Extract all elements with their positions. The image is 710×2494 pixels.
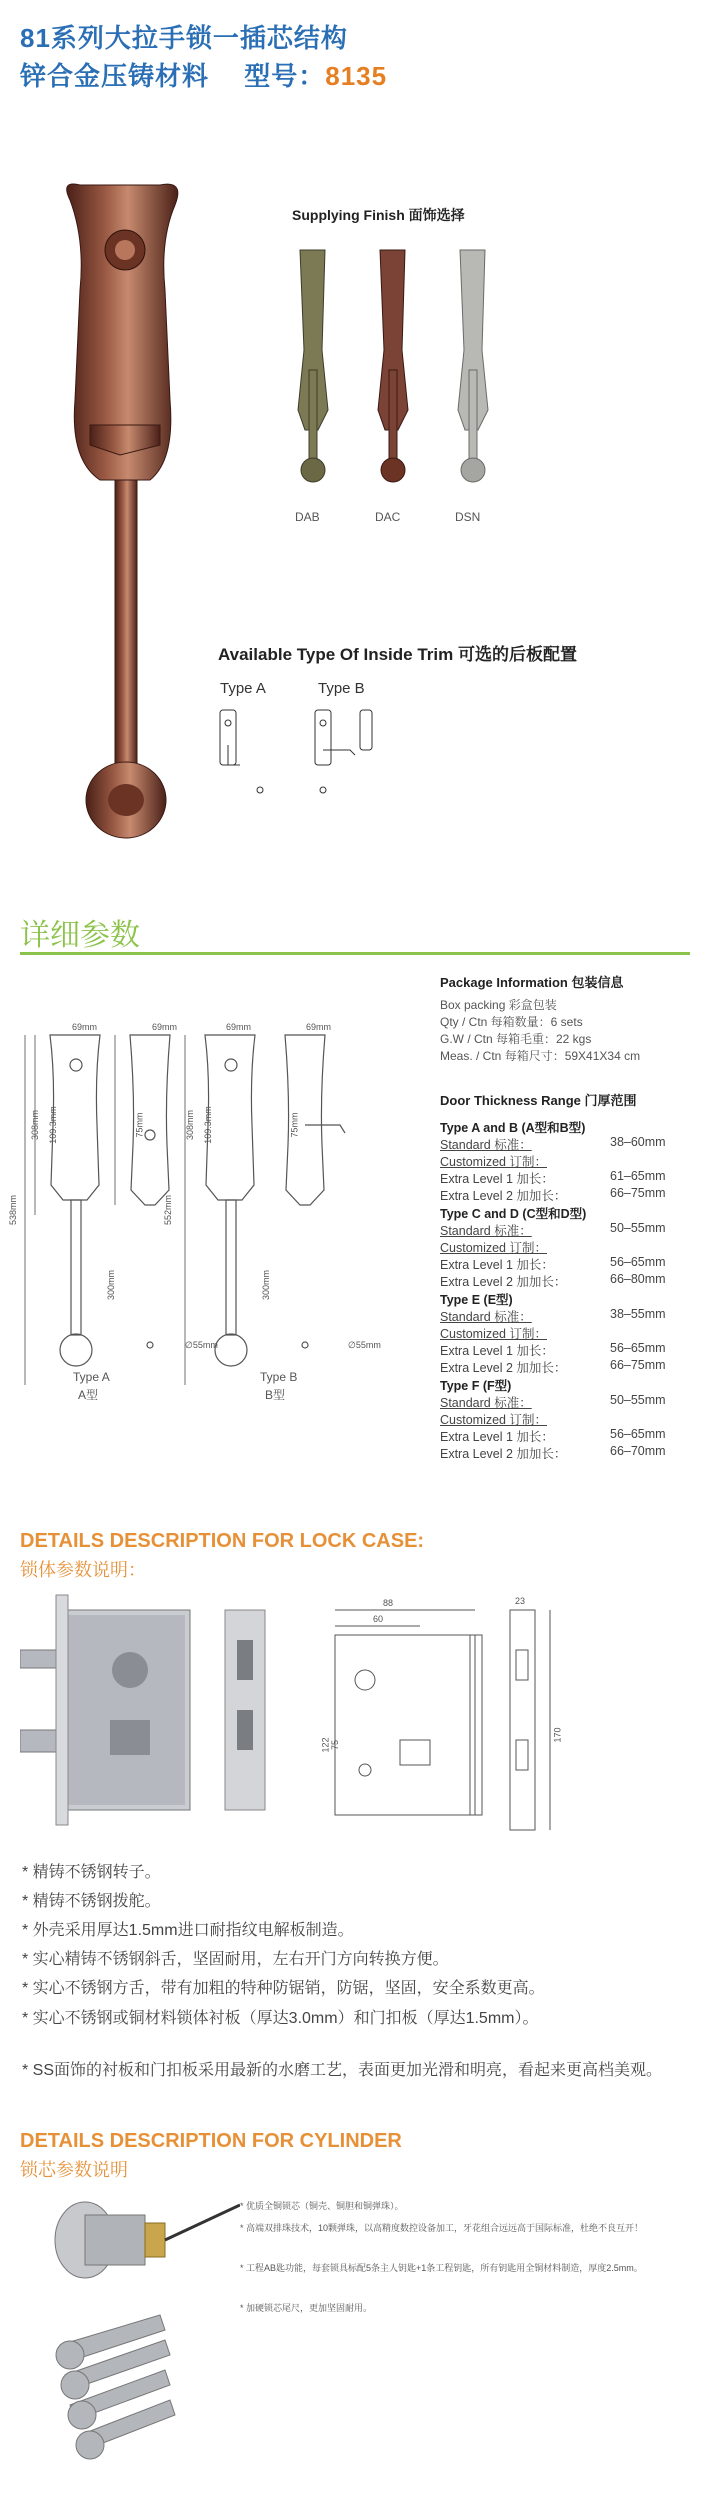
door-thickness-value: 61–65mm <box>610 1169 666 1183</box>
lock-case-drawing <box>335 1610 482 1815</box>
dim-total-a: 538mm <box>8 1194 19 1226</box>
drawing-type-b-cn: B型 <box>265 1388 286 1402</box>
dim-width-b: 69mm <box>226 1022 252 1032</box>
package-title: Package Information 包装信息 <box>440 975 624 990</box>
package-line: Qty / Ctn 每箱数量：6 sets <box>440 1015 583 1029</box>
door-thickness-label: Extra Level 2 加加长： <box>440 1189 567 1203</box>
lock-case-bullet: * 精铸不锈钢拨舵。 <box>22 1893 161 1910</box>
door-thickness-value: 66–75mm <box>610 1358 666 1372</box>
lock-case-images <box>20 1590 700 1840</box>
drawing-type-a-cn: A型 <box>78 1388 99 1402</box>
lock-case-bullet: * SS面饰的衬板和门扣板采用最新的水磨工艺，表面更加光滑和明亮，看起来更高档美观。 <box>22 2062 663 2079</box>
dim-lock-w-inner: 60 <box>373 1614 384 1624</box>
dim-spacing-a: 109.3mm <box>47 1106 58 1144</box>
door-thickness-row <box>440 1186 666 1204</box>
finish-code-dab: DAB <box>295 510 320 524</box>
drawing-type-b-label: Type B <box>260 1370 298 1384</box>
door-thickness-label: Extra Level 1 加长： <box>440 1430 554 1444</box>
door-thickness-row <box>440 1393 666 1411</box>
dim-lock-h1: 122 <box>320 1737 331 1753</box>
door-thickness-row <box>440 1358 666 1376</box>
trim-type-b-diagram <box>315 710 372 793</box>
door-thickness-row <box>440 1444 666 1462</box>
title-material: 锌合金压铸材料 型号： <box>20 61 326 91</box>
dim-upper-b: 308mm <box>185 1109 196 1141</box>
door-thickness-value: 66–80mm <box>610 1272 666 1286</box>
dim-lower-a: 300mm <box>106 1269 117 1301</box>
trim-type-a-label: Type A <box>220 680 266 697</box>
cylinder-image <box>40 2185 240 2485</box>
package-line: G.W / Ctn 每箱毛重：22 kgs <box>440 1032 592 1046</box>
door-thickness-label: Customized 订制： <box>440 1241 547 1255</box>
title-line-2 <box>20 56 387 93</box>
dim-inside-b: 75mm <box>289 1112 300 1138</box>
dim-total-b: 552mm <box>163 1194 174 1226</box>
lock-case-subtitle: 锁体参数说明： <box>20 1560 146 1580</box>
door-thickness-row <box>440 1255 666 1273</box>
model-number: 8135 <box>325 61 388 91</box>
dim-lock-w-outer: 88 <box>383 1598 394 1608</box>
door-thickness-row <box>440 1135 666 1153</box>
title-line-1: 81系列大拉手锁一插芯结构 <box>20 23 348 53</box>
door-thickness-value: 50–55mm <box>610 1393 666 1407</box>
door-thickness-label: Extra Level 1 加长： <box>440 1172 554 1186</box>
cylinder-title: DETAILS DESCRIPTION FOR CYLINDER <box>20 2130 402 2152</box>
cylinder-note: * 优质全铜锁芯（铜壳、铜胆和铜弹珠）。 <box>240 2201 404 2211</box>
door-thickness-row <box>440 1427 666 1445</box>
door-thickness-row <box>440 1272 666 1290</box>
finish-swatches <box>280 240 520 500</box>
dim-inside-a: 75mm <box>134 1112 145 1138</box>
drawing-type-a-label: Type A <box>73 1370 110 1384</box>
door-thickness-row <box>440 1324 547 1342</box>
details-divider <box>20 952 690 955</box>
door-thickness-label: Customized 订制： <box>440 1413 547 1427</box>
trim-title: Available Type Of Inside Trim 可选的后板配置 <box>218 645 577 664</box>
lock-case-bullet: * 实心不锈钢或铜材料锁体衬板（厚达3.0mm）和门扣板（厚达1.5mm）。 <box>22 2010 539 2027</box>
dim-lower-b: 300mm <box>261 1269 272 1301</box>
door-thickness-group-heading: Type E (E型) <box>440 1293 513 1307</box>
lock-case-bullet: * 实心精铸不锈钢斜舌，坚固耐用，左右开门方向转换方便。 <box>22 1951 449 1968</box>
door-thickness-value: 56–65mm <box>610 1341 666 1355</box>
dim-faceplate-w: 23 <box>515 1596 526 1606</box>
cylinder-note: * 加硬锁芯尾尺，更加坚固耐用。 <box>240 2303 373 2313</box>
cylinder-note: * 高端双排珠技术，10颗弹珠，以高精度数控设备加工，牙花组合远远高于国际标准，杜绝不良互开！ <box>240 2223 644 2233</box>
door-thickness-row <box>440 1152 547 1170</box>
door-thickness-row <box>440 1341 666 1359</box>
finish-code-dsn: DSN <box>455 510 481 524</box>
dim-width-a: 69mm <box>72 1022 98 1032</box>
trim-diagrams <box>210 705 410 805</box>
lock-case-photo <box>20 1595 190 1825</box>
door-thickness-group-heading: Type F (F型) <box>440 1379 512 1393</box>
door-thickness-value: 50–55mm <box>610 1221 666 1235</box>
door-thickness-label: Extra Level 1 加长： <box>440 1258 554 1272</box>
lock-case-title: DETAILS DESCRIPTION FOR LOCK CASE: <box>20 1530 425 1552</box>
door-thickness-row <box>440 1238 547 1256</box>
door-thickness-label: Standard 标准： <box>440 1310 532 1324</box>
finish-dac-image <box>378 250 408 482</box>
door-thickness-title: Door Thickness Range 门厚范围 <box>440 1093 637 1108</box>
lock-case-bullet: * 精铸不锈钢转子。 <box>22 1864 161 1881</box>
dim-faceplate-h: 170 <box>552 1727 563 1743</box>
trim-type-a-diagram <box>220 710 263 793</box>
dim-width-a-inside: 69mm <box>152 1022 178 1032</box>
dim-rose-b: ∅55mm <box>348 1340 381 1350</box>
door-thickness-group-heading: Type C and D (C型和D型) <box>440 1207 587 1221</box>
finish-dsn-image <box>458 250 488 482</box>
lock-case-bullet: * 外壳采用厚达1.5mm进口耐指纹电解板制造。 <box>22 1922 354 1939</box>
door-thickness-group-heading: Type A and B (A型和B型) <box>440 1121 586 1135</box>
dim-rose-a: ∅55mm <box>185 1340 218 1350</box>
door-thickness-value: 38–55mm <box>610 1307 666 1321</box>
door-thickness-label: Standard 标准： <box>440 1224 532 1238</box>
door-thickness-value: 56–65mm <box>610 1255 666 1269</box>
door-thickness-label: Extra Level 2 加加长： <box>440 1275 567 1289</box>
door-thickness-value: 56–65mm <box>610 1427 666 1441</box>
faceplate-drawing <box>510 1610 550 1830</box>
door-thickness-table <box>440 1118 700 1518</box>
dim-lock-h2: 75 <box>330 1739 341 1751</box>
door-thickness-label: Customized 订制： <box>440 1155 547 1169</box>
door-thickness-row <box>440 1307 666 1325</box>
strike-plate-photo <box>225 1610 265 1810</box>
door-thickness-label: Extra Level 2 加加长： <box>440 1361 567 1375</box>
door-thickness-label: Extra Level 2 加加长： <box>440 1447 567 1461</box>
finish-code-dac: DAC <box>375 510 401 524</box>
dim-upper-a: 308mm <box>30 1109 41 1141</box>
main-handle-image <box>40 180 210 860</box>
trim-type-b-label: Type B <box>318 680 365 697</box>
door-thickness-value: 66–70mm <box>610 1444 666 1458</box>
door-thickness-label: Extra Level 1 加长： <box>440 1344 554 1358</box>
finish-dab-image <box>298 250 328 482</box>
door-thickness-value: 66–75mm <box>610 1186 666 1200</box>
door-thickness-label: Standard 标准： <box>440 1396 532 1410</box>
door-thickness-label: Standard 标准： <box>440 1138 532 1152</box>
package-line: Box packing 彩盒包装 <box>440 998 557 1012</box>
package-info <box>440 972 705 1065</box>
dim-width-b-inside: 69mm <box>306 1022 332 1032</box>
dim-spacing-b: 109.3mm <box>202 1106 213 1144</box>
details-title: 详细参数 <box>20 919 140 952</box>
finish-title: Supplying Finish 面饰选择 <box>292 207 465 223</box>
door-thickness-value: 38–60mm <box>610 1135 666 1149</box>
door-thickness-row <box>440 1221 666 1239</box>
door-thickness-row <box>440 1410 547 1428</box>
lock-case-bullet: * 实心不锈钢方舌，带有加粗的特种防锯销，防锯，坚固，安全系数更高。 <box>22 1980 545 1997</box>
door-thickness-label: Customized 订制： <box>440 1327 547 1341</box>
cylinder-note: * 工程AB匙功能，每套锁具标配5条主人钥匙+1条工程钥匙，所有钥匙用全铜材料制造，厚度2.5mm。 <box>240 2263 643 2273</box>
package-line: Meas. / Ctn 每箱尺寸：59X41X34 cm <box>440 1049 641 1063</box>
door-thickness-row <box>440 1169 666 1187</box>
cylinder-subtitle: 锁芯参数说明 <box>20 2160 128 2180</box>
